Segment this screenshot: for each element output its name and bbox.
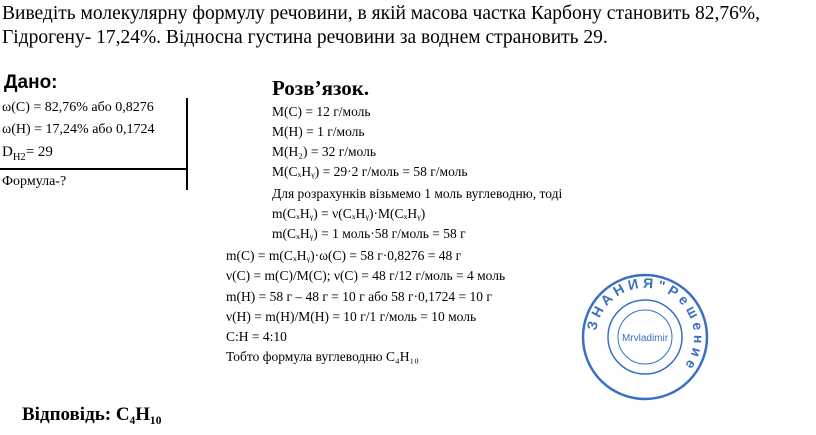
solution-line: Тобто формула вуглеводню C₄H₁₀ — [226, 349, 419, 364]
given-density — [2, 144, 53, 163]
task-text: Виведіть молекулярну формулу речовини, в якій масова частка Карбону становить 82,76%, Гідрогену- 17,24%. Відносна густина речовини за воднем страновить 29. — [2, 3, 760, 48]
solution-line: M(H) = 1 г/моль — [272, 124, 365, 139]
stamp-ring-text: З Н А Н И Я " Р е ш е н и е — [583, 274, 708, 373]
solution-line: M(CₓHᵧ) = 29·2 г/моль = 58 г/моль — [272, 164, 468, 179]
solution-title: Розв’язок. — [272, 76, 370, 100]
given-title: Дано: — [4, 72, 58, 93]
given-horizontal-divider — [0, 168, 188, 170]
solution-line: C:H = 4:10 — [226, 329, 287, 344]
svg-text:З Н А Н И Я " Р е ш е н и е — [583, 275, 707, 373]
density-subscript: H2 — [12, 152, 26, 163]
given-omega-h: ω(Н) = 17,24% або 0,1724 — [2, 122, 155, 137]
given-omega-c: ω(С) = 82,76% або 0,8276 — [2, 100, 154, 115]
solution-line: m(CₓHᵧ) = 1 моль·58 г/моль = 58 г — [272, 226, 466, 241]
solution-line: m(CₓHᵧ) = ν(CₓHᵧ)·M(CₓHᵧ) — [272, 206, 426, 221]
solution-line: Для розрахунків візьмемо 1 моль вуглеводню, тоді — [272, 186, 563, 201]
answer-label: Відповідь: — [22, 404, 112, 425]
solution-line: M(H₂) = 32 г/моль — [272, 144, 376, 159]
solution-line: m(C) = m(CₓHᵧ)·ω(C) = 58 г·0,8276 = 48 г — [226, 248, 462, 263]
density-symbol: D — [2, 144, 13, 160]
stamp-seal — [580, 272, 710, 402]
answer — [22, 404, 161, 426]
solution-line: m(H) = 58 г – 48 г = 10 г або 58 г·0,1724 = 10 г — [226, 289, 492, 304]
solution-line: ν(H) = m(H)/M(H) = 10 г/1 г/моль = 10 моль — [226, 309, 477, 324]
given-vertical-divider — [186, 98, 188, 190]
given-find: Формула-? — [2, 174, 67, 189]
answer-formula: C₄H₁₀ — [115, 404, 162, 425]
solution-line: M(C) = 12 г/моль — [272, 104, 371, 119]
density-value: = 29 — [25, 144, 53, 160]
solution-line: ν(C) = m(C)/M(C); ν(C) = 48 г/12 г/моль = 4 моль — [226, 268, 506, 283]
stamp-center-text: Mrvladimir — [621, 333, 669, 344]
